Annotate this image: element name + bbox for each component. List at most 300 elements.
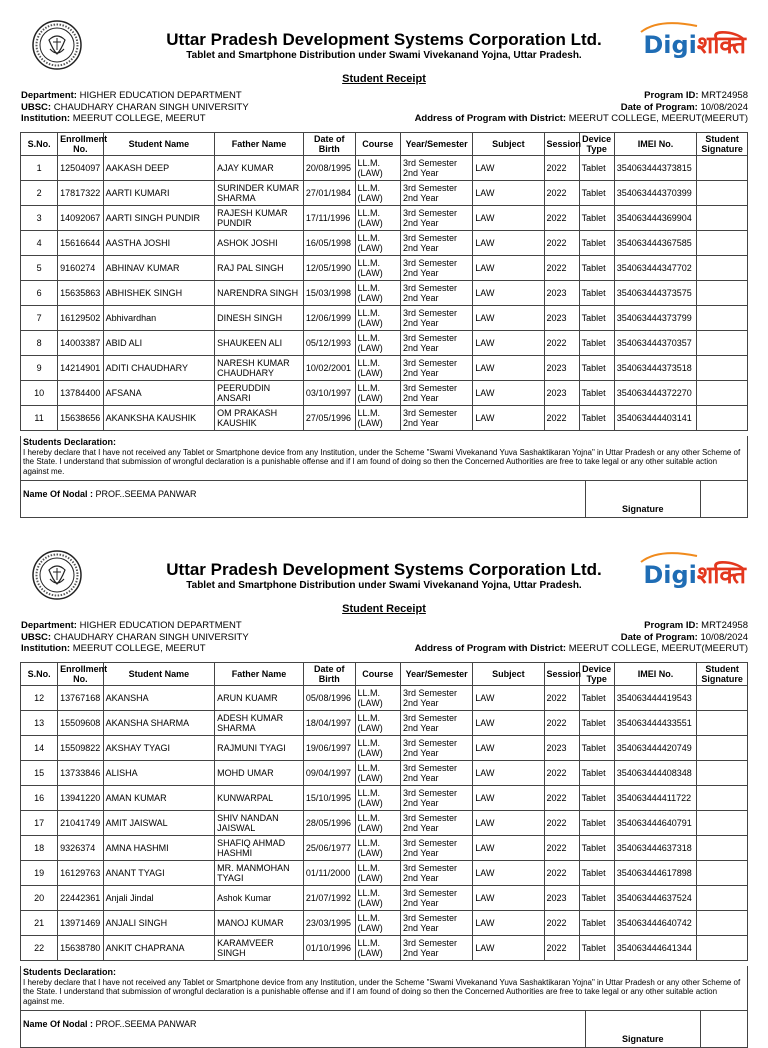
- year-semester-cell: 3rd Semester 2nd Year: [400, 861, 472, 886]
- enrollment-cell: 13941220: [58, 786, 103, 811]
- course-cell: LL.M. (LAW): [355, 256, 400, 281]
- dob-cell: 12/05/1990: [303, 256, 355, 281]
- student-signature-cell[interactable]: [697, 256, 748, 281]
- institution-value: MEERUT COLLEGE, MEERUT: [72, 643, 206, 654]
- student-name-cell: AFSANA: [103, 381, 215, 406]
- student-name-cell: ANJALI SINGH: [103, 911, 215, 936]
- father-name-cell: SHAFIQ AHMAD HASHMI: [215, 836, 304, 861]
- column-header: Course: [355, 663, 400, 686]
- father-name-cell: PEERUDDIN ANSARI: [215, 381, 304, 406]
- imei-cell: 354063444367585: [614, 231, 697, 256]
- student-signature-cell[interactable]: [697, 711, 748, 736]
- nodal-line: [23, 490, 197, 500]
- table-row: [21, 886, 748, 911]
- device-type-cell: Tablet: [579, 181, 614, 206]
- declaration-text: I hereby declare that I have not received any Tablet or Smartphone device from any Institution, under the Scheme "Swami Vivekanand Yuva Sashaktikaran Yojna" in Uttar Pradesh or any other Scheme of the State. I understand that submission of wrongful declaration is a punishable offense and if I am found of doing so then the Concerned Authorities are free to take legal or any other suitable action against me.: [23, 447, 741, 476]
- session-cell: 2022: [544, 836, 579, 861]
- logo-text-latin: Digi: [643, 561, 697, 589]
- dob-cell: 03/10/1997: [303, 381, 355, 406]
- serial-number-cell: 12: [21, 686, 58, 711]
- column-header: Father Name: [215, 133, 304, 156]
- subject-cell: LAW: [473, 231, 544, 256]
- column-header: S.No.: [21, 663, 58, 686]
- dob-cell: 12/06/1999: [303, 306, 355, 331]
- year-semester-cell: 3rd Semester 2nd Year: [400, 381, 472, 406]
- device-type-cell: Tablet: [579, 886, 614, 911]
- table-row: [21, 356, 748, 381]
- enrollment-cell: 15509608: [58, 711, 103, 736]
- device-type-cell: Tablet: [579, 256, 614, 281]
- device-type-cell: Tablet: [579, 761, 614, 786]
- student-signature-cell[interactable]: [697, 306, 748, 331]
- column-header: Enrollment No.: [58, 133, 103, 156]
- device-type-cell: Tablet: [579, 736, 614, 761]
- session-cell: 2022: [544, 206, 579, 231]
- course-cell: LL.M. (LAW): [355, 331, 400, 356]
- father-name-cell: KARAMVEER SINGH: [215, 936, 304, 961]
- year-semester-cell: 3rd Semester 2nd Year: [400, 761, 472, 786]
- dob-cell: 20/08/1995: [303, 156, 355, 181]
- department-line: [21, 620, 249, 632]
- dob-cell: 09/04/1997: [303, 761, 355, 786]
- address-value: MEERUT COLLEGE, MEERUT(MEERUT): [568, 113, 748, 124]
- program-id-value: MRT24958: [701, 90, 748, 101]
- imei-cell: 354063444373815: [614, 156, 697, 181]
- serial-number-cell: 15: [21, 761, 58, 786]
- session-cell: 2022: [544, 256, 579, 281]
- device-type-cell: Tablet: [579, 861, 614, 886]
- institution-value: MEERUT COLLEGE, MEERUT: [72, 113, 206, 124]
- imei-cell: 354063444637318: [614, 836, 697, 861]
- logo-swoosh-icon: [639, 550, 699, 564]
- device-type-cell: Tablet: [579, 281, 614, 306]
- device-type-cell: Tablet: [579, 156, 614, 181]
- nodal-name: PROF..SEEMA PANWAR: [95, 489, 197, 499]
- student-signature-cell[interactable]: [697, 886, 748, 911]
- dob-cell: 05/08/1996: [303, 686, 355, 711]
- student-signature-cell[interactable]: [697, 861, 748, 886]
- student-signature-cell[interactable]: [697, 911, 748, 936]
- father-name-cell: SURINDER KUMAR SHARMA: [215, 181, 304, 206]
- table-header: [21, 133, 748, 156]
- father-name-cell: AJAY KUMAR: [215, 156, 304, 181]
- enrollment-cell: 21041749: [58, 811, 103, 836]
- table-row: [21, 811, 748, 836]
- session-cell: 2023: [544, 356, 579, 381]
- year-semester-cell: 3rd Semester 2nd Year: [400, 686, 472, 711]
- student-signature-cell[interactable]: [697, 331, 748, 356]
- device-type-cell: Tablet: [579, 836, 614, 861]
- table-row: [21, 936, 748, 961]
- enrollment-cell: 13733846: [58, 761, 103, 786]
- imei-cell: 354063444403141: [614, 406, 697, 431]
- year-semester-cell: 3rd Semester 2nd Year: [400, 406, 472, 431]
- institution-line: [21, 643, 249, 655]
- department-value: HIGHER EDUCATION DEPARTMENT: [79, 620, 242, 631]
- year-semester-cell: 3rd Semester 2nd Year: [400, 811, 472, 836]
- serial-number-cell: 7: [21, 306, 58, 331]
- student-name-cell: AMIT JAISWAL: [103, 811, 215, 836]
- student-signature-cell[interactable]: [697, 786, 748, 811]
- student-signature-cell[interactable]: [697, 736, 748, 761]
- course-cell: LL.M. (LAW): [355, 736, 400, 761]
- student-name-cell: ABHINAV KUMAR: [103, 256, 215, 281]
- table-row: [21, 306, 748, 331]
- dob-cell: 17/11/1996: [303, 206, 355, 231]
- dob-cell: 27/05/1996: [303, 406, 355, 431]
- dob-cell: 23/03/1995: [303, 911, 355, 936]
- corporation-subtitle: Tablet and Smartphone Distribution under Swami Vivekanand Yojna, Uttar Pradesh.: [186, 50, 582, 61]
- imei-cell: 354063444640742: [614, 911, 697, 936]
- course-cell: LL.M. (LAW): [355, 206, 400, 231]
- enrollment-cell: 22442361: [58, 886, 103, 911]
- student-signature-cell[interactable]: [697, 811, 748, 836]
- signature-label: Signature: [622, 1033, 664, 1044]
- subject-cell: LAW: [473, 356, 544, 381]
- session-cell: 2022: [544, 181, 579, 206]
- student-name-cell: ABID ALI: [103, 331, 215, 356]
- nodal-row: [21, 481, 747, 517]
- signature-cell: [585, 481, 701, 517]
- department-label: Department:: [21, 620, 77, 631]
- program-info-left: [21, 90, 249, 125]
- serial-number-cell: 16: [21, 786, 58, 811]
- table-row: [21, 786, 748, 811]
- course-cell: LL.M. (LAW): [355, 711, 400, 736]
- program-date-value: 10/08/2024: [700, 631, 748, 643]
- header-row: [21, 133, 748, 156]
- session-cell: 2023: [544, 281, 579, 306]
- enrollment-cell: 15638656: [58, 406, 103, 431]
- table-row: [21, 156, 748, 181]
- student-table: [20, 132, 748, 431]
- institution-label: Institution:: [21, 643, 71, 654]
- dob-cell: 28/05/1996: [303, 811, 355, 836]
- enrollment-cell: 13971469: [58, 911, 103, 936]
- father-name-cell: MR. MANMOHAN TYAGI: [215, 861, 304, 886]
- corporation-subtitle: Tablet and Smartphone Distribution under Swami Vivekanand Yojna, Uttar Pradesh.: [186, 580, 582, 591]
- program-id-line: [415, 90, 748, 102]
- device-type-cell: Tablet: [579, 206, 614, 231]
- address-line: [415, 643, 748, 655]
- student-name-cell: AASTHA JOSHI: [103, 231, 215, 256]
- dob-cell: 01/11/2000: [303, 861, 355, 886]
- student-name-cell: ANKIT CHAPRANA: [103, 936, 215, 961]
- subject-cell: LAW: [473, 331, 544, 356]
- enrollment-cell: 15509822: [58, 736, 103, 761]
- device-type-cell: Tablet: [579, 811, 614, 836]
- header: [0, 530, 768, 600]
- table-row: [21, 836, 748, 861]
- student-name-cell: AMAN KUMAR: [103, 786, 215, 811]
- imei-cell: 354063444347702: [614, 256, 697, 281]
- subject-cell: LAW: [473, 886, 544, 911]
- device-type-cell: Tablet: [579, 306, 614, 331]
- program-id-label: Program ID:: [644, 620, 699, 631]
- serial-number-cell: 19: [21, 861, 58, 886]
- table-row: [21, 406, 748, 431]
- enrollment-cell: 13784400: [58, 381, 103, 406]
- student-signature-cell[interactable]: [697, 381, 748, 406]
- enrollment-cell: 12504097: [58, 156, 103, 181]
- declaration-box: [20, 966, 748, 1048]
- imei-cell: 354063444370357: [614, 331, 697, 356]
- course-cell: LL.M. (LAW): [355, 356, 400, 381]
- imei-cell: 354063444373799: [614, 306, 697, 331]
- device-type-cell: Tablet: [579, 786, 614, 811]
- device-type-cell: Tablet: [579, 356, 614, 381]
- session-cell: 2022: [544, 711, 579, 736]
- imei-cell: 354063444408348: [614, 761, 697, 786]
- enrollment-cell: 14003387: [58, 331, 103, 356]
- year-semester-cell: 3rd Semester 2nd Year: [400, 936, 472, 961]
- student-name-cell: AKANKSHA KAUSHIK: [103, 406, 215, 431]
- subject-cell: LAW: [473, 761, 544, 786]
- year-semester-cell: 3rd Semester 2nd Year: [400, 736, 472, 761]
- declaration-title: Students Declaration:: [23, 967, 117, 977]
- department-label: Department:: [21, 90, 77, 101]
- year-semester-cell: 3rd Semester 2nd Year: [400, 786, 472, 811]
- declaration-title: Students Declaration:: [23, 437, 117, 447]
- table-row: [21, 711, 748, 736]
- subject-cell: LAW: [473, 406, 544, 431]
- session-cell: 2023: [544, 886, 579, 911]
- serial-number-cell: 11: [21, 406, 58, 431]
- serial-number-cell: 22: [21, 936, 58, 961]
- imei-cell: 354063444433551: [614, 711, 697, 736]
- father-name-cell: RAJMUNI TYAGI: [215, 736, 304, 761]
- course-cell: LL.M. (LAW): [355, 861, 400, 886]
- imei-cell: 354063444369904: [614, 206, 697, 231]
- column-header: Father Name: [215, 663, 304, 686]
- session-cell: 2022: [544, 406, 579, 431]
- ubsc-line: [21, 102, 249, 114]
- year-semester-cell: 3rd Semester 2nd Year: [400, 206, 472, 231]
- column-header: Date of Birth: [303, 133, 355, 156]
- program-info-left: [21, 620, 249, 655]
- declaration-text-block: [21, 436, 747, 481]
- student-name-cell: Abhivardhan: [103, 306, 215, 331]
- program-id-line: [415, 620, 748, 632]
- subject-cell: LAW: [473, 836, 544, 861]
- program-date-label: Date of Program:: [620, 101, 698, 113]
- column-header: Student Name: [103, 663, 215, 686]
- table-row: [21, 911, 748, 936]
- course-cell: LL.M. (LAW): [355, 281, 400, 306]
- father-name-cell: NARENDRA SINGH: [215, 281, 304, 306]
- dob-cell: 18/04/1997: [303, 711, 355, 736]
- dob-cell: 19/06/1997: [303, 736, 355, 761]
- subject-cell: LAW: [473, 786, 544, 811]
- imei-cell: 354063444640791: [614, 811, 697, 836]
- serial-number-cell: 9: [21, 356, 58, 381]
- father-name-cell: ASHOK JOSHI: [215, 231, 304, 256]
- ubsc-label: UBSC:: [21, 631, 52, 643]
- session-cell: 2022: [544, 331, 579, 356]
- father-name-cell: NARESH KUMAR CHAUDHARY: [215, 356, 304, 381]
- nodal-label: Name Of Nodal :: [23, 1019, 94, 1029]
- student-signature-cell[interactable]: [697, 281, 748, 306]
- session-cell: 2022: [544, 861, 579, 886]
- year-semester-cell: 3rd Semester 2nd Year: [400, 181, 472, 206]
- column-header: S.No.: [21, 133, 58, 156]
- program-date-label: Date of Program:: [620, 631, 698, 643]
- imei-cell: 354063444411722: [614, 786, 697, 811]
- imei-cell: 354063444373518: [614, 356, 697, 381]
- student-signature-cell[interactable]: [697, 936, 748, 961]
- session-cell: 2022: [544, 231, 579, 256]
- course-cell: LL.M. (LAW): [355, 886, 400, 911]
- enrollment-cell: 9326374: [58, 836, 103, 861]
- table-row: [21, 181, 748, 206]
- course-cell: LL.M. (LAW): [355, 181, 400, 206]
- subject-cell: LAW: [473, 156, 544, 181]
- course-cell: LL.M. (LAW): [355, 231, 400, 256]
- device-type-cell: Tablet: [579, 711, 614, 736]
- imei-cell: 354063444637524: [614, 886, 697, 911]
- course-cell: LL.M. (LAW): [355, 381, 400, 406]
- subject-cell: LAW: [473, 711, 544, 736]
- column-header: Session: [544, 663, 579, 686]
- session-cell: 2022: [544, 811, 579, 836]
- device-type-cell: Tablet: [579, 381, 614, 406]
- column-header: Year/Semester: [400, 133, 472, 156]
- department-line: [21, 90, 249, 102]
- course-cell: LL.M. (LAW): [355, 156, 400, 181]
- serial-number-cell: 2: [21, 181, 58, 206]
- logo-text-devanagari: शक्ति: [696, 561, 746, 589]
- student-signature-cell[interactable]: [697, 761, 748, 786]
- student-signature-cell[interactable]: [697, 156, 748, 181]
- table-row: [21, 381, 748, 406]
- student-name-cell: ADITI CHAUDHARY: [103, 356, 215, 381]
- address-label: Address of Program with District:: [414, 113, 567, 124]
- subject-cell: LAW: [473, 936, 544, 961]
- subject-cell: LAW: [473, 281, 544, 306]
- student-table: [20, 662, 748, 961]
- institution-label: Institution:: [21, 113, 71, 124]
- enrollment-cell: 16129502: [58, 306, 103, 331]
- device-type-cell: Tablet: [579, 911, 614, 936]
- subject-cell: LAW: [473, 686, 544, 711]
- student-signature-cell[interactable]: [697, 181, 748, 206]
- table-row: [21, 861, 748, 886]
- student-signature-cell[interactable]: [697, 206, 748, 231]
- digishakti-logo: [643, 28, 746, 61]
- serial-number-cell: 6: [21, 281, 58, 306]
- student-name-cell: ABHISHEK SINGH: [103, 281, 215, 306]
- enrollment-cell: 14214901: [58, 356, 103, 381]
- enrollment-cell: 15635863: [58, 281, 103, 306]
- imei-cell: 354063444420749: [614, 736, 697, 761]
- device-type-cell: Tablet: [579, 331, 614, 356]
- subject-cell: LAW: [473, 381, 544, 406]
- imei-cell: 354063444641344: [614, 936, 697, 961]
- course-cell: LL.M. (LAW): [355, 686, 400, 711]
- student-signature-cell[interactable]: [697, 836, 748, 861]
- serial-number-cell: 17: [21, 811, 58, 836]
- dob-cell: 21/07/1992: [303, 886, 355, 911]
- dob-cell: 01/10/1996: [303, 936, 355, 961]
- address-label: Address of Program with District:: [414, 643, 567, 654]
- course-cell: LL.M. (LAW): [355, 306, 400, 331]
- serial-number-cell: 1: [21, 156, 58, 181]
- year-semester-cell: 3rd Semester 2nd Year: [400, 911, 472, 936]
- imei-cell: 354063444370399: [614, 181, 697, 206]
- student-signature-cell[interactable]: [697, 686, 748, 711]
- father-name-cell: OM PRAKASH KAUSHIK: [215, 406, 304, 431]
- father-name-cell: MOHD UMAR: [215, 761, 304, 786]
- enrollment-cell: 15638780: [58, 936, 103, 961]
- enrollment-cell: 16129763: [58, 861, 103, 886]
- subject-cell: LAW: [473, 811, 544, 836]
- father-name-cell: SHIV NANDAN JAISWAL: [215, 811, 304, 836]
- column-header: Date of Birth: [303, 663, 355, 686]
- course-cell: LL.M. (LAW): [355, 811, 400, 836]
- father-name-cell: KUNWARPAL: [215, 786, 304, 811]
- column-header: Enrollment No.: [58, 663, 103, 686]
- student-name-cell: AKANSHA: [103, 686, 215, 711]
- student-signature-cell[interactable]: [697, 406, 748, 431]
- course-cell: LL.M. (LAW): [355, 406, 400, 431]
- table-row: [21, 206, 748, 231]
- serial-number-cell: 5: [21, 256, 58, 281]
- table-body: [21, 156, 748, 431]
- year-semester-cell: 3rd Semester 2nd Year: [400, 886, 472, 911]
- year-semester-cell: 3rd Semester 2nd Year: [400, 256, 472, 281]
- table-row: [21, 281, 748, 306]
- student-signature-cell[interactable]: [697, 356, 748, 381]
- declaration-text-block: [21, 966, 747, 1011]
- logo-swoosh-icon: [639, 20, 699, 34]
- table-header: [21, 663, 748, 686]
- student-name-cell: ALISHA: [103, 761, 215, 786]
- session-cell: 2022: [544, 686, 579, 711]
- dob-cell: 10/02/2001: [303, 356, 355, 381]
- header-row: [21, 663, 748, 686]
- imei-cell: 354063444617898: [614, 861, 697, 886]
- ubsc-value: CHAUDHARY CHARAN SINGH UNIVERSITY: [53, 631, 249, 643]
- column-header: IMEI No.: [614, 663, 697, 686]
- session-cell: 2022: [544, 156, 579, 181]
- subject-cell: LAW: [473, 306, 544, 331]
- enrollment-cell: 15616644: [58, 231, 103, 256]
- serial-number-cell: 20: [21, 886, 58, 911]
- course-cell: LL.M. (LAW): [355, 761, 400, 786]
- column-header: Student Signature: [697, 663, 748, 686]
- father-name-cell: RAJ PAL SINGH: [215, 256, 304, 281]
- column-header: Year/Semester: [400, 663, 472, 686]
- year-semester-cell: 3rd Semester 2nd Year: [400, 306, 472, 331]
- student-name-cell: AARTI SINGH PUNDIR: [103, 206, 215, 231]
- session-cell: 2023: [544, 306, 579, 331]
- column-header: Course: [355, 133, 400, 156]
- column-header: Student Name: [103, 133, 215, 156]
- father-name-cell: MANOJ KUMAR: [215, 911, 304, 936]
- department-value: HIGHER EDUCATION DEPARTMENT: [79, 90, 242, 101]
- imei-cell: 354063444419543: [614, 686, 697, 711]
- year-semester-cell: 3rd Semester 2nd Year: [400, 711, 472, 736]
- father-name-cell: SHAUKEEN ALI: [215, 331, 304, 356]
- signature-cell: [585, 1011, 701, 1047]
- signature-label: Signature: [622, 503, 664, 514]
- student-name-cell: AKSHAY TYAGI: [103, 736, 215, 761]
- program-info-right: [415, 90, 748, 125]
- student-signature-cell[interactable]: [697, 231, 748, 256]
- ubsc-value: CHAUDHARY CHARAN SINGH UNIVERSITY: [53, 101, 249, 113]
- imei-cell: 354063444373575: [614, 281, 697, 306]
- nodal-label: Name Of Nodal :: [23, 489, 94, 499]
